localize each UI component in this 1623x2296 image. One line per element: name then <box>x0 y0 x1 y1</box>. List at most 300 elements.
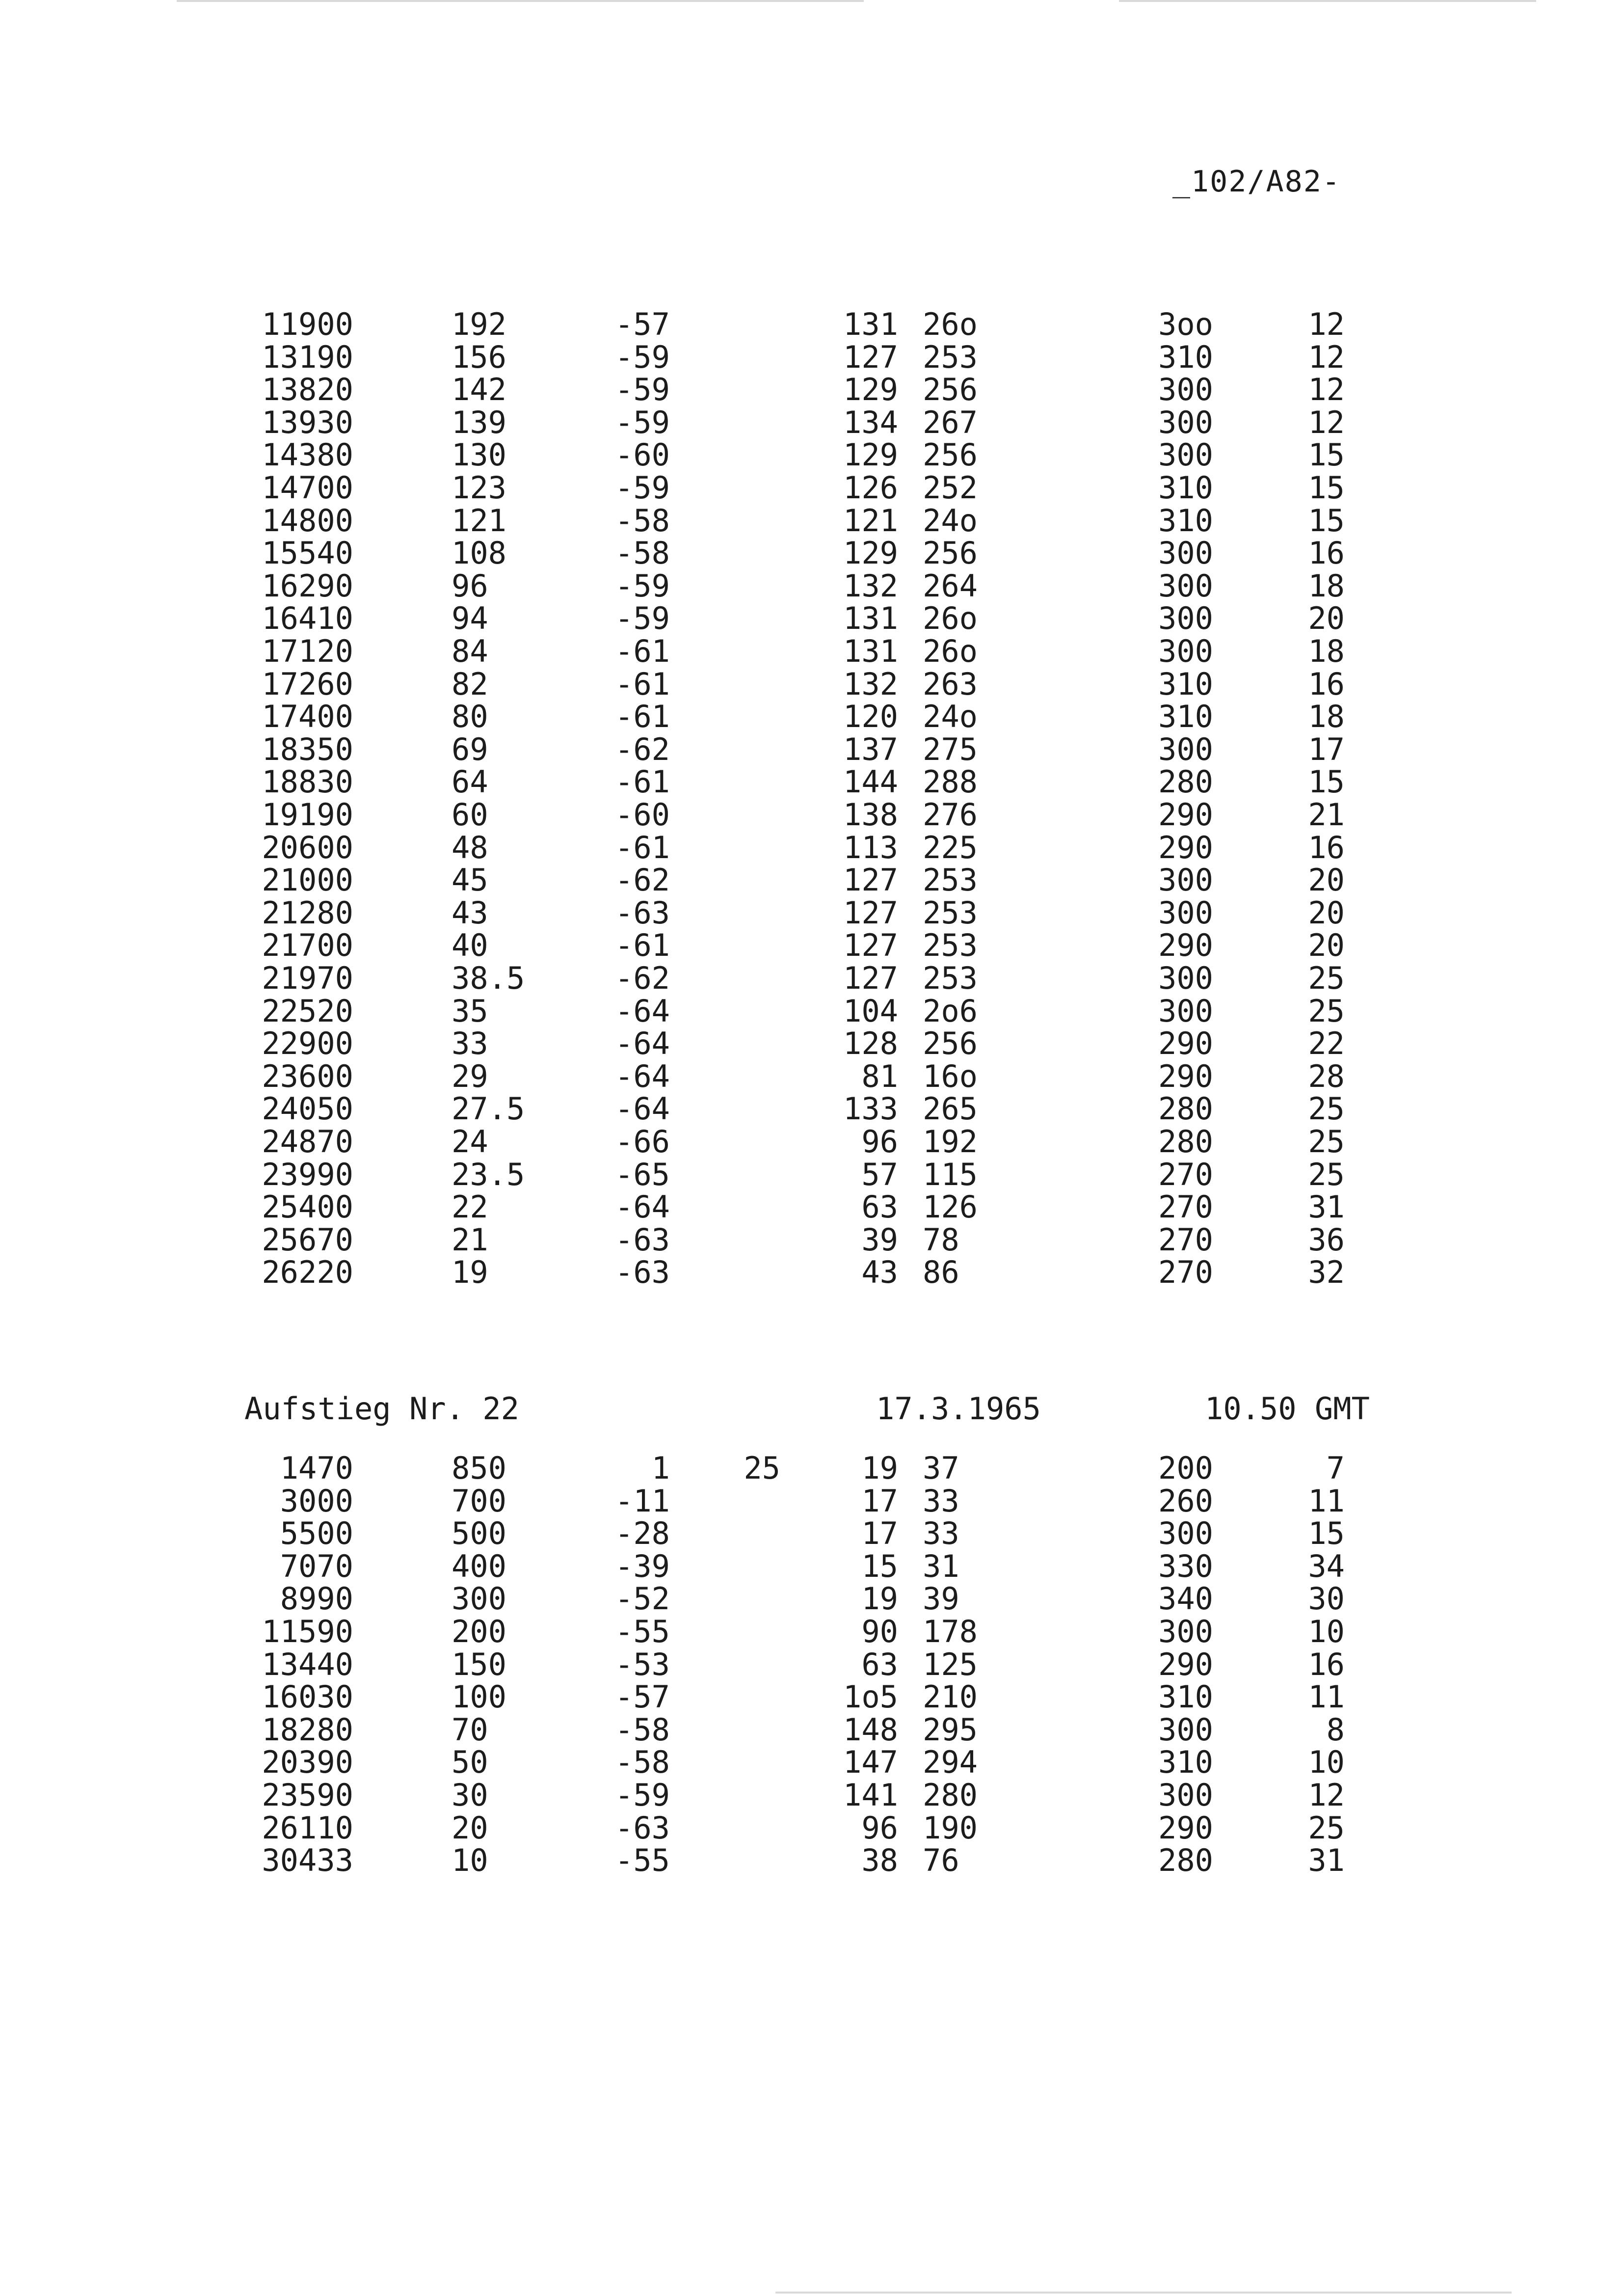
table-cell: 104 <box>843 993 898 1029</box>
table-cell: 850 <box>452 1450 506 1486</box>
table-cell: 30 <box>452 1777 488 1813</box>
table-cell: 128 <box>843 1026 898 1062</box>
table-cell: -63 <box>615 1254 670 1291</box>
table-cell: 12 <box>1308 404 1345 440</box>
scan-edge-top-right <box>1119 0 1536 2</box>
table-cell: 33 <box>452 1026 488 1062</box>
table-cell: 11900 <box>262 306 353 342</box>
table-cell: 23590 <box>262 1777 353 1813</box>
table-cell: 25 <box>1308 960 1345 996</box>
table-cell: 81 <box>861 1058 898 1094</box>
table-cell: 14700 <box>262 470 353 506</box>
table-cell: 500 <box>452 1515 506 1552</box>
table-cell: 310 <box>1158 699 1213 735</box>
table-cell: 300 <box>1158 1711 1213 1748</box>
table-cell: -61 <box>615 764 670 800</box>
table-row <box>0 1583 1623 1615</box>
table-cell: -62 <box>615 862 670 898</box>
table-cell: 18 <box>1308 633 1345 669</box>
table-cell: 12 <box>1308 339 1345 375</box>
table-row <box>0 894 1623 931</box>
table-cell: -59 <box>615 339 670 375</box>
table-cell: 10 <box>452 1842 488 1879</box>
table-row <box>0 1812 1623 1844</box>
table-cell: -55 <box>615 1614 670 1649</box>
table-cell: 141 <box>843 1777 898 1813</box>
table-cell: 32 <box>1308 1254 1345 1291</box>
table-cell: 130 <box>452 437 506 473</box>
table-cell: 290 <box>1158 1026 1213 1062</box>
table-cell: 21000 <box>262 862 353 898</box>
table-cell: 156 <box>452 339 506 375</box>
table-row <box>0 1256 1623 1289</box>
table-cell: 25 <box>1308 1156 1345 1192</box>
table-cell: 132 <box>843 666 898 702</box>
table-cell: 253 <box>923 894 978 931</box>
table-cell: 7070 <box>280 1548 353 1584</box>
table-cell: 200 <box>1158 1450 1213 1486</box>
table-row <box>0 1485 1623 1517</box>
table-cell: -63 <box>615 894 670 931</box>
table-cell: 25670 <box>262 1221 353 1258</box>
table-cell: -58 <box>615 1744 670 1781</box>
table-cell: 16410 <box>262 600 353 637</box>
table-cell: 133 <box>843 1091 898 1127</box>
table-cell: 20 <box>1308 862 1345 898</box>
table-cell: 253 <box>923 339 978 375</box>
table-cell: 270 <box>1158 1189 1213 1225</box>
table-cell: 310 <box>1158 1679 1213 1715</box>
table-cell: -61 <box>615 829 670 865</box>
table-cell: 142 <box>452 372 506 408</box>
table-cell: -63 <box>615 1221 670 1258</box>
table-cell: 60 <box>452 797 488 833</box>
table-cell: 16 <box>1308 829 1345 865</box>
table-cell: -66 <box>615 1124 670 1160</box>
table-row <box>0 1452 1623 1485</box>
table-cell: -61 <box>615 927 670 964</box>
ascent-date: 17.3.1965 <box>876 1391 1041 1427</box>
table-cell: 15 <box>1308 764 1345 800</box>
table-cell: 26o <box>923 633 978 669</box>
table-cell: 33 <box>923 1483 959 1519</box>
table-cell: 192 <box>923 1124 978 1160</box>
table-cell: -39 <box>615 1548 670 1584</box>
table-cell: -58 <box>615 535 670 571</box>
table-cell: 19 <box>452 1254 488 1291</box>
table-cell: 82 <box>452 666 488 702</box>
table-cell: 22 <box>452 1189 488 1225</box>
table-cell: 16 <box>1308 1646 1345 1682</box>
table-cell: 3oo <box>1158 306 1213 342</box>
table-cell: 260 <box>1158 1483 1213 1519</box>
table-row <box>0 1093 1623 1125</box>
table-cell: 22900 <box>262 1026 353 1062</box>
table-cell: 300 <box>1158 1777 1213 1813</box>
table-cell: 16290 <box>262 567 353 604</box>
table-cell: 94 <box>452 600 488 637</box>
table-cell: 253 <box>923 960 978 996</box>
table-cell: 40 <box>452 927 488 964</box>
table-cell: 178 <box>923 1614 978 1649</box>
table-cell: 96 <box>452 567 488 604</box>
table-cell: -64 <box>615 1026 670 1062</box>
table-cell: 150 <box>452 1646 506 1682</box>
table-row <box>0 1779 1623 1811</box>
table-cell: -59 <box>615 470 670 506</box>
table-cell: 120 <box>843 699 898 735</box>
table-cell: 131 <box>843 633 898 669</box>
table-cell: 30 <box>1308 1581 1345 1617</box>
table-cell: 17 <box>861 1515 898 1552</box>
table-cell: 310 <box>1158 666 1213 702</box>
table-cell: 86 <box>923 1254 959 1291</box>
table-cell: 126 <box>923 1189 978 1225</box>
table-cell: 265 <box>923 1091 978 1127</box>
table-cell: 252 <box>923 470 978 506</box>
table-cell: 29 <box>452 1058 488 1094</box>
table-cell: -57 <box>615 306 670 342</box>
table-cell: 8990 <box>280 1581 353 1617</box>
table-cell: 18280 <box>262 1711 353 1748</box>
table-cell: 76 <box>923 1842 959 1879</box>
table-cell: 121 <box>843 502 898 539</box>
table-cell: 50 <box>452 1744 488 1781</box>
table-cell: 26o <box>923 306 978 342</box>
table-cell: 43 <box>452 894 488 931</box>
table-cell: 200 <box>452 1614 506 1649</box>
table-cell: -65 <box>615 1156 670 1192</box>
table-cell: 11 <box>1308 1483 1345 1519</box>
table-cell: 210 <box>923 1679 978 1715</box>
table-cell: 300 <box>1158 862 1213 898</box>
table-cell: 300 <box>1158 633 1213 669</box>
table-cell: 24050 <box>262 1091 353 1127</box>
table-cell: 21 <box>1308 797 1345 833</box>
table-row <box>0 1191 1623 1223</box>
table-cell: 12 <box>1308 372 1345 408</box>
table-cell: 1o5 <box>843 1679 898 1715</box>
table-cell: 290 <box>1158 1646 1213 1682</box>
table-cell: -60 <box>615 437 670 473</box>
table-cell: 14380 <box>262 437 353 473</box>
table-cell: 18350 <box>262 731 353 767</box>
table-cell: 280 <box>1158 1091 1213 1127</box>
table-cell: -59 <box>615 372 670 408</box>
table-row <box>0 766 1623 798</box>
table-cell: 20 <box>1308 600 1345 637</box>
table-cell: 300 <box>1158 404 1213 440</box>
table-cell: 23990 <box>262 1156 353 1192</box>
table-cell: 21970 <box>262 960 353 996</box>
table-cell: 300 <box>1158 1515 1213 1552</box>
table-cell: 127 <box>843 960 898 996</box>
table-cell: 129 <box>843 535 898 571</box>
table-cell: 22520 <box>262 993 353 1029</box>
table-row <box>0 1221 1623 1258</box>
table-cell: 63 <box>861 1646 898 1682</box>
table-row <box>0 799 1623 831</box>
table-cell: 270 <box>1158 1254 1213 1291</box>
table-cell: 13440 <box>262 1646 353 1682</box>
table-cell: 148 <box>843 1711 898 1748</box>
table-row <box>0 1844 1623 1877</box>
table-cell: 63 <box>861 1189 898 1225</box>
table-cell: 18 <box>1308 699 1345 735</box>
table-cell: 15 <box>1308 1515 1345 1552</box>
table-row <box>0 341 1623 374</box>
table-row <box>0 701 1623 733</box>
table-row <box>0 1681 1623 1713</box>
table-cell: 45 <box>452 862 488 898</box>
table-row <box>0 635 1623 668</box>
table-cell: 100 <box>452 1679 506 1715</box>
table-cell: 127 <box>843 339 898 375</box>
table-cell: 19 <box>861 1581 898 1617</box>
table-cell: 2o6 <box>923 993 978 1029</box>
table-cell: -62 <box>615 960 670 996</box>
table-cell: 20600 <box>262 829 353 865</box>
table-cell: 300 <box>1158 731 1213 767</box>
table-cell: -62 <box>615 731 670 767</box>
table-cell: 34 <box>1308 1548 1345 1584</box>
table-cell: 70 <box>452 1711 488 1748</box>
table-cell: 300 <box>1158 894 1213 931</box>
table-cell: 16 <box>1308 666 1345 702</box>
table-cell: 15 <box>861 1548 898 1584</box>
table-cell: 25 <box>1308 993 1345 1029</box>
scan-edge-bottom <box>775 2292 1512 2294</box>
table-row <box>0 1517 1623 1550</box>
table-cell: 700 <box>452 1483 506 1519</box>
table-cell: 147 <box>843 1744 898 1781</box>
table-cell: 24 <box>452 1124 488 1160</box>
table-row <box>0 1746 1623 1779</box>
table-cell: 17120 <box>262 633 353 669</box>
table-row <box>0 537 1623 569</box>
table-cell: -61 <box>615 699 670 735</box>
table-cell: 90 <box>861 1614 898 1649</box>
table-cell: 14800 <box>262 502 353 539</box>
table-row <box>0 1126 1623 1158</box>
table-cell: 17 <box>1308 731 1345 767</box>
table-cell: 108 <box>452 535 506 571</box>
table-cell: 276 <box>923 797 978 833</box>
table-row <box>0 1027 1623 1060</box>
table-cell: 39 <box>861 1221 898 1258</box>
table-cell: 69 <box>452 731 488 767</box>
table-row <box>0 1711 1623 1748</box>
table-cell: 256 <box>923 437 978 473</box>
table-cell: 19190 <box>262 797 353 833</box>
table-cell: 310 <box>1158 470 1213 506</box>
table-cell: 17260 <box>262 666 353 702</box>
table-row <box>0 1156 1623 1192</box>
table-cell: -53 <box>615 1646 670 1682</box>
table-cell: 11 <box>1308 1679 1345 1715</box>
table-cell: 96 <box>861 1810 898 1846</box>
table-cell: 20 <box>1308 927 1345 964</box>
table-cell: 13930 <box>262 404 353 440</box>
table-cell: 123 <box>452 470 506 506</box>
table-cell: 35 <box>452 993 488 1029</box>
table-cell: 26220 <box>262 1254 353 1291</box>
table-cell: 121 <box>452 502 506 539</box>
table-cell: 64 <box>452 764 488 800</box>
table-cell: 131 <box>843 600 898 637</box>
table-cell: 290 <box>1158 927 1213 964</box>
table-cell: 290 <box>1158 1058 1213 1094</box>
table-cell: 78 <box>923 1221 959 1258</box>
table-row <box>0 733 1623 766</box>
table-row <box>0 308 1623 341</box>
table-cell: 26110 <box>262 1810 353 1846</box>
table-cell: 10 <box>1308 1744 1345 1781</box>
ascent-title: Aufstieg Nr. 22 <box>244 1391 519 1427</box>
table-cell: 275 <box>923 731 978 767</box>
table-cell: 11590 <box>262 1614 353 1649</box>
table-cell: 132 <box>843 567 898 604</box>
table-cell: 10 <box>1308 1614 1345 1649</box>
table-cell: 310 <box>1158 339 1213 375</box>
table-cell: 48 <box>452 829 488 865</box>
table-cell: 37 <box>923 1450 959 1486</box>
table-cell: 28 <box>1308 1058 1345 1094</box>
table-cell: 400 <box>452 1548 506 1584</box>
table-cell: 300 <box>1158 600 1213 637</box>
table-cell: 21280 <box>262 894 353 931</box>
table-row <box>0 995 1623 1027</box>
table-cell: -61 <box>615 633 670 669</box>
table-cell: -64 <box>615 1058 670 1094</box>
table-cell: -64 <box>615 993 670 1029</box>
table-cell: 33 <box>923 1515 959 1552</box>
ascent-time: 10.50 GMT <box>1205 1391 1370 1427</box>
table-cell: 8 <box>1326 1711 1345 1748</box>
table-row <box>0 502 1623 539</box>
table-cell: 125 <box>923 1646 978 1682</box>
table-cell: 192 <box>452 306 506 342</box>
table-row <box>0 864 1623 896</box>
table-cell: 36 <box>1308 1221 1345 1258</box>
table-cell: 15 <box>1308 437 1345 473</box>
table-row <box>0 602 1623 635</box>
table-cell: 1470 <box>280 1450 353 1486</box>
table-cell: 270 <box>1158 1221 1213 1258</box>
table-cell: 18830 <box>262 764 353 800</box>
table-cell: 280 <box>1158 1124 1213 1160</box>
table-cell: 290 <box>1158 797 1213 833</box>
table-cell: 290 <box>1158 829 1213 865</box>
table-cell: 12 <box>1308 1777 1345 1813</box>
table-cell: 300 <box>1158 372 1213 408</box>
table-row <box>0 1616 1623 1648</box>
table-cell: 310 <box>1158 502 1213 539</box>
table-cell: 267 <box>923 404 978 440</box>
table-cell: 20 <box>452 1810 488 1846</box>
table-row <box>0 829 1623 865</box>
table-cell: 12 <box>1308 306 1345 342</box>
table-cell: 340 <box>1158 1581 1213 1617</box>
table-cell: 13190 <box>262 339 353 375</box>
table-cell: 256 <box>923 372 978 408</box>
table-row <box>0 1060 1623 1093</box>
table-cell: 38.5 <box>452 960 525 996</box>
table-row <box>0 1648 1623 1681</box>
table-cell: 31 <box>1308 1189 1345 1225</box>
table-cell: 25 <box>1308 1810 1345 1846</box>
table-cell: 15540 <box>262 535 353 571</box>
table-cell: 23600 <box>262 1058 353 1094</box>
table-cell: 280 <box>1158 764 1213 800</box>
table-cell: 330 <box>1158 1548 1213 1584</box>
table-cell: 300 <box>1158 1614 1213 1649</box>
table-cell: 127 <box>843 862 898 898</box>
table-cell: 17 <box>861 1483 898 1519</box>
table-cell: -57 <box>615 1679 670 1715</box>
table-cell: -59 <box>615 600 670 637</box>
table-cell: 115 <box>923 1156 978 1192</box>
table-cell: -58 <box>615 1711 670 1748</box>
table-cell: 16o <box>923 1058 978 1094</box>
table-cell: 190 <box>923 1810 978 1846</box>
table-cell: 31 <box>923 1548 959 1584</box>
table-cell: 15 <box>1308 502 1345 539</box>
table-cell: 295 <box>923 1711 978 1748</box>
table-cell: 26o <box>923 600 978 637</box>
table-cell: 43 <box>861 1254 898 1291</box>
table-cell: 1 <box>651 1450 670 1486</box>
table-cell: 25400 <box>262 1189 353 1225</box>
table-row <box>0 406 1623 439</box>
table-cell: 30433 <box>262 1842 353 1879</box>
table-row <box>0 1550 1623 1583</box>
table-cell: 134 <box>843 404 898 440</box>
table-cell: 264 <box>923 567 978 604</box>
table-cell: 38 <box>861 1842 898 1879</box>
table-cell: 126 <box>843 470 898 506</box>
table-cell: 225 <box>923 829 978 865</box>
table-cell: 253 <box>923 927 978 964</box>
table-cell: 300 <box>1158 960 1213 996</box>
table-row <box>0 567 1623 604</box>
table-cell: 3000 <box>280 1483 353 1519</box>
table-cell: 310 <box>1158 1744 1213 1781</box>
table-cell: -59 <box>615 567 670 604</box>
table-cell: -52 <box>615 1581 670 1617</box>
table-row <box>0 374 1623 406</box>
table-cell: 300 <box>452 1581 506 1617</box>
table-cell: 84 <box>452 633 488 669</box>
table-cell: 25 <box>744 1450 780 1486</box>
table-cell: 16 <box>1308 535 1345 571</box>
table-cell: 263 <box>923 666 978 702</box>
ascent-heading <box>0 1392 1623 1426</box>
table-cell: -64 <box>615 1091 670 1127</box>
table-cell: -60 <box>615 797 670 833</box>
table-cell: 20390 <box>262 1744 353 1781</box>
table-cell: 113 <box>843 829 898 865</box>
table-cell: 13820 <box>262 372 353 408</box>
table-cell: 24o <box>923 699 978 735</box>
table-cell: 27.5 <box>452 1091 525 1127</box>
table-cell: 290 <box>1158 1810 1213 1846</box>
table-row <box>0 472 1623 504</box>
table-row <box>0 439 1623 471</box>
table-cell: 39 <box>923 1581 959 1617</box>
scan-edge-top-left <box>177 0 864 2</box>
table-cell: 24o <box>923 502 978 539</box>
